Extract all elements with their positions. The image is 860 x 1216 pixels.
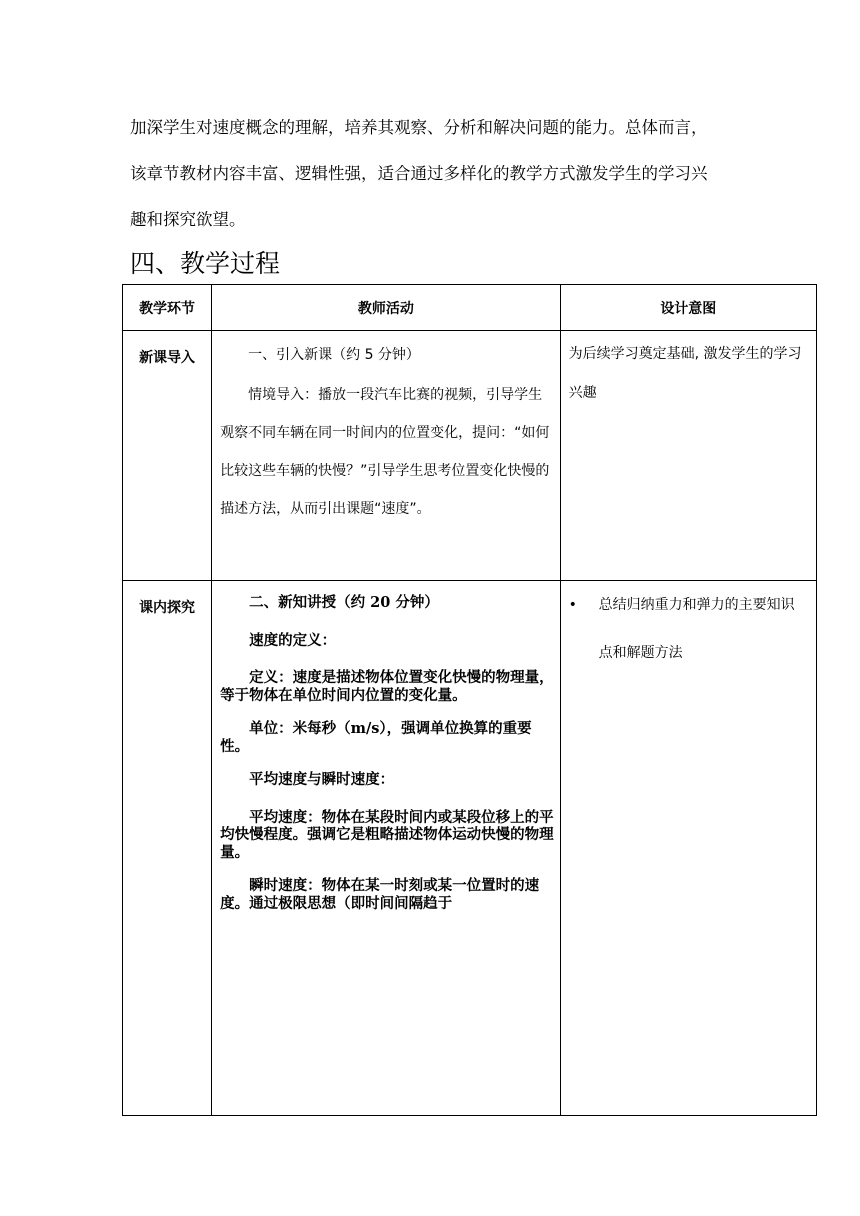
stage-cell: 新课导入 xyxy=(123,331,212,581)
intent-list-item xyxy=(569,581,808,677)
intent-cell xyxy=(560,581,816,1116)
table-row xyxy=(123,331,817,581)
activity-paragraph: 瞬时速度：物体在某一时刻或某一位置时的速度。通过极限思想（即时间间隔趋于 xyxy=(220,877,540,912)
activity-paragraph: 定义：速度是描述物体位置变化快慢的物理量，等于物体在单位时间内位置的变化量。 xyxy=(220,669,554,704)
table-header-row xyxy=(123,285,817,331)
intro-paragraph xyxy=(130,112,750,250)
teaching-process-table xyxy=(122,284,817,1116)
activity-cell xyxy=(212,331,561,581)
activity-paragraph: 情境导入：播放一段汽车比赛的视频，引导学生观察不同车辆在同一时间内的位置变化，提问：“如何比较这些车辆的快慢？”引导学生思考位置变化快慢的描述方法，从而引出课题“速度”。 xyxy=(220,387,550,517)
header-stage: 教学环节 xyxy=(123,285,212,331)
activity-paragraph: 速度的定义： xyxy=(249,631,337,649)
intent-cell: 为后续学习奠定基础, 激发学生的学习兴趣 xyxy=(560,331,816,581)
bullet-icon: • xyxy=(568,597,577,613)
activity-paragraph: 二、新知讲授（约 20 分钟） xyxy=(249,594,439,611)
header-activity: 教师活动 xyxy=(212,285,561,331)
intro-line: 趣和探究欲望。 xyxy=(130,210,246,229)
stage-cell: 课内探究 xyxy=(123,581,212,1116)
intro-line: 加深学生对速度概念的理解，培养其观察、分析和解决问题的能力。总体而言， xyxy=(130,118,708,137)
activity-paragraph: 单位：米每秒（m/s），强调单位换算的重要性。 xyxy=(220,720,532,755)
intent-text: 总结归纳重力和弹力的主要知识点和解题方法 xyxy=(598,597,795,661)
table-row xyxy=(123,581,817,1116)
section-heading: 四、教学过程 xyxy=(130,249,281,278)
intro-line: 该章节教材内容丰富、逻辑性强，适合通过多样化的教学方式激发学生的学习兴 xyxy=(130,164,708,183)
activity-paragraph: 平均速度与瞬时速度： xyxy=(249,771,395,788)
header-intent: 设计意图 xyxy=(560,285,816,331)
activity-cell xyxy=(212,581,561,1116)
activity-paragraph: 一、引入新课（约 5 分钟） xyxy=(248,347,420,363)
activity-paragraph: 平均速度：物体在某段时间内或某段位移上的平均快慢程度。强调它是粗略描述物体运动快慢的物理量。 xyxy=(220,808,554,861)
